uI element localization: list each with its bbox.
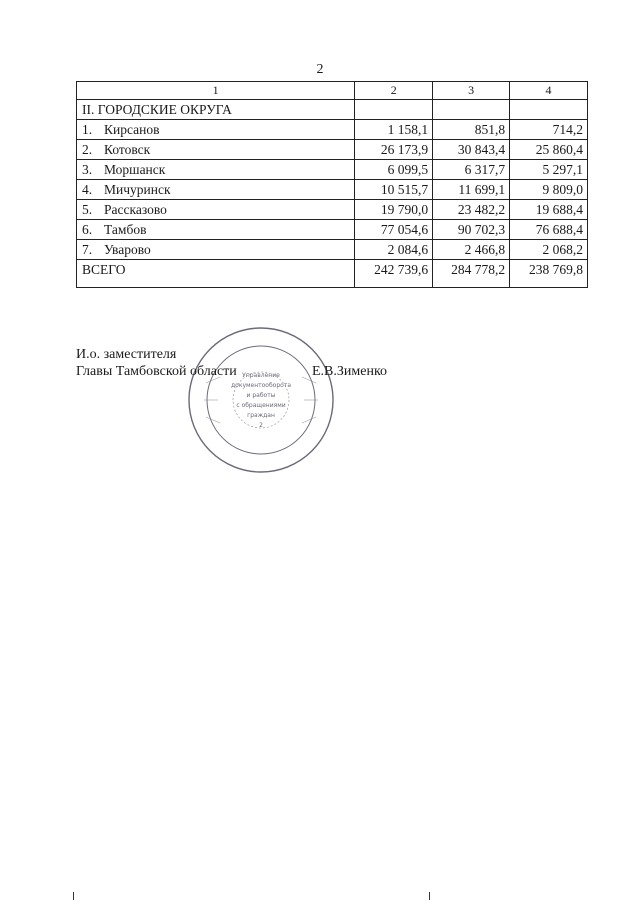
column-number-2: 2 [355, 82, 433, 100]
table-row [77, 180, 588, 200]
row-name: Моршанск [104, 162, 166, 177]
fold-mark [73, 892, 74, 900]
section-title: II. ГОРОДСКИЕ ОКРУГА [77, 100, 355, 120]
column-number-3: 3 [433, 82, 510, 100]
row-value-col2: 2 084,6 [355, 240, 433, 260]
table-row [77, 220, 588, 240]
data-table [76, 81, 588, 288]
signatory-name: Е.В.Зименко [312, 364, 388, 379]
row-label [77, 140, 355, 160]
row-index: 3. [82, 162, 93, 177]
row-value-col3: 90 702,3 [433, 220, 510, 240]
row-value-col2: 10 515,7 [355, 180, 433, 200]
table-row [77, 120, 588, 140]
signature-title-line2: Главы Тамбовской области [76, 364, 237, 379]
row-value-col3: 11 699,1 [433, 180, 510, 200]
row-name: Мичуринск [104, 182, 171, 197]
row-value-col4: 714,2 [510, 120, 588, 140]
signature-title-line1: И.о. заместителя [76, 347, 177, 362]
row-label [77, 240, 355, 260]
row-value-col4: 19 688,4 [510, 200, 588, 220]
row-name: Рассказово [104, 202, 167, 217]
row-value-col3: 30 843,4 [433, 140, 510, 160]
row-label [77, 160, 355, 180]
stamp-number: 2 [259, 422, 263, 429]
row-value-col4: 25 860,4 [510, 140, 588, 160]
row-index: 1. [82, 122, 93, 137]
total-value-col4: 238 769,8 [510, 260, 588, 288]
row-value-col4: 76 688,4 [510, 220, 588, 240]
fold-mark [429, 892, 430, 900]
page-number: 2 [316, 62, 324, 77]
stamp-text-line2: документооборота [231, 382, 291, 389]
row-value-col2: 1 158,1 [355, 120, 433, 140]
table-row [77, 140, 588, 160]
row-name: Кирсанов [104, 122, 160, 137]
row-index: 6. [82, 222, 93, 237]
table-row [77, 160, 588, 180]
row-name: Тамбов [104, 222, 147, 237]
row-index: 5. [82, 202, 93, 217]
row-label [77, 220, 355, 240]
official-stamp [186, 325, 336, 475]
row-value-col3: 851,8 [433, 120, 510, 140]
row-name: Уварово [104, 242, 151, 257]
stamp-text-line3: и работы [246, 392, 276, 399]
stamp-text-line4: с обращениями [236, 402, 286, 409]
row-label [77, 120, 355, 140]
total-value-col3: 284 778,2 [433, 260, 510, 288]
row-name: Котовск [104, 142, 151, 157]
row-value-col4: 5 297,1 [510, 160, 588, 180]
column-number-4: 4 [510, 82, 588, 100]
row-label [77, 200, 355, 220]
row-value-col3: 23 482,2 [433, 200, 510, 220]
total-row [77, 260, 588, 288]
stamp-text-line5: граждан [247, 412, 275, 419]
stamp-text-line1: Управление [242, 372, 280, 379]
row-value-col4: 9 809,0 [510, 180, 588, 200]
table-row [77, 240, 588, 260]
row-value-col2: 19 790,0 [355, 200, 433, 220]
column-number-1: 1 [77, 82, 355, 100]
row-value-col2: 6 099,5 [355, 160, 433, 180]
row-label [77, 180, 355, 200]
row-value-col3: 2 466,8 [433, 240, 510, 260]
row-index: 2. [82, 142, 93, 157]
row-value-col3: 6 317,7 [433, 160, 510, 180]
row-index: 4. [82, 182, 93, 197]
row-index: 7. [82, 242, 93, 257]
section-title-row [77, 100, 588, 120]
total-label: ВСЕГО [77, 260, 355, 288]
row-value-col2: 77 054,6 [355, 220, 433, 240]
total-value-col2: 242 739,6 [355, 260, 433, 288]
column-number-row [77, 82, 588, 100]
table-row [77, 200, 588, 220]
row-value-col4: 2 068,2 [510, 240, 588, 260]
row-value-col2: 26 173,9 [355, 140, 433, 160]
